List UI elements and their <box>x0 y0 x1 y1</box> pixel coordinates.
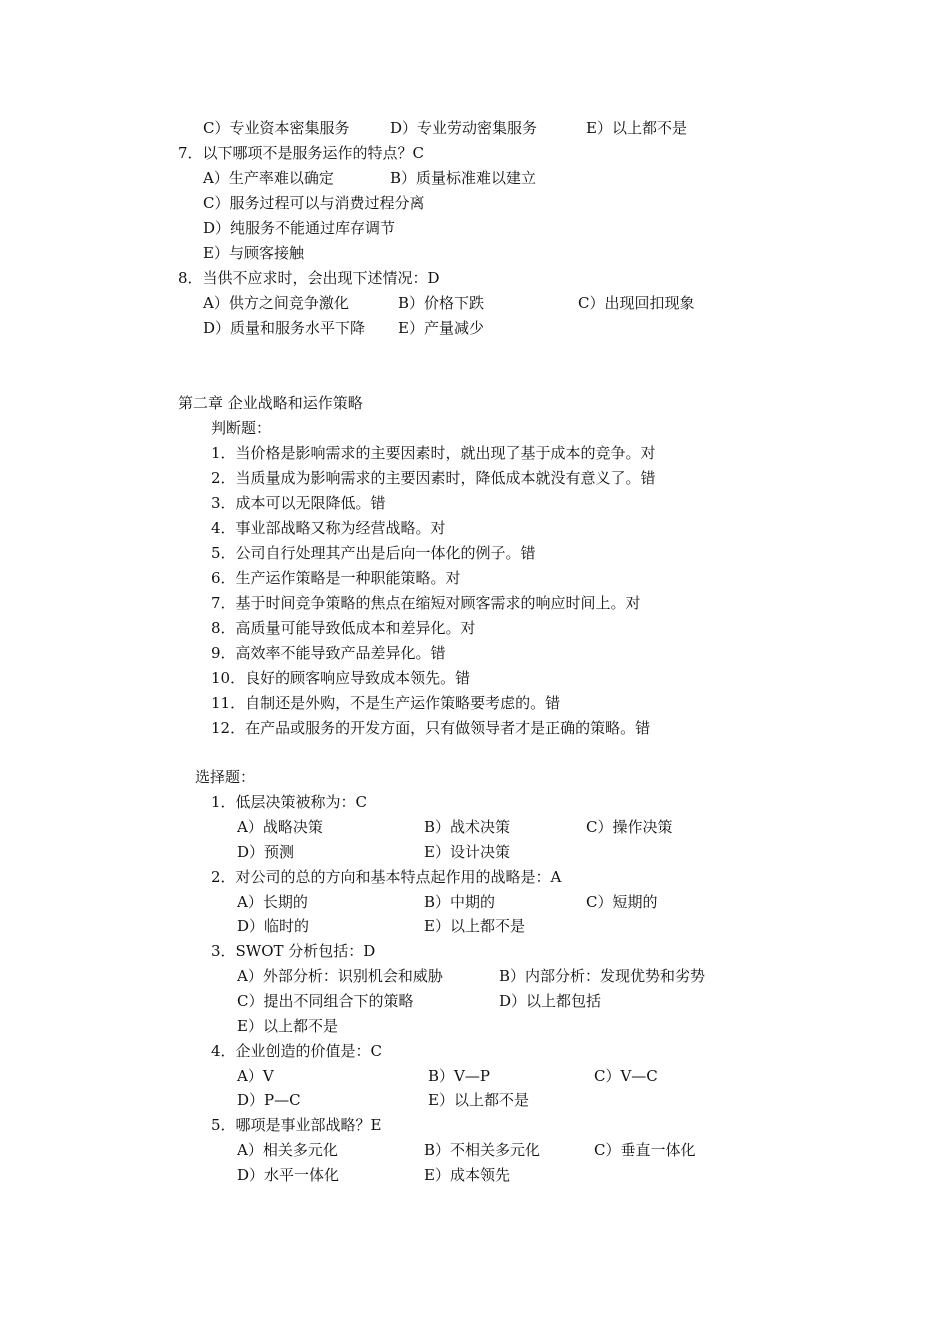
option-d: D）以上都包括 <box>499 992 602 1010</box>
option-a: A）供方之间竞争激化 <box>203 294 349 312</box>
question-stem: 7．以下哪项不是服务运作的特点？C <box>178 144 425 162</box>
question-stem: 2．对公司的总的方向和基本特点起作用的战略是：A <box>211 868 562 886</box>
judge-item: 8．高质量可能导致低成本和差异化。对 <box>211 619 476 637</box>
option-c: C）V—C <box>594 1067 658 1085</box>
option-c: C）出现回扣现象 <box>578 294 695 312</box>
question-stem: 3．SWOT 分析包括：D <box>211 942 376 960</box>
judge-item: 9．高效率不能导致产品差异化。错 <box>211 644 446 662</box>
judge-item: 7．基于时间竞争策略的焦点在缩短对顾客需求的响应时间上。对 <box>211 594 641 612</box>
option-c: C）操作决策 <box>586 818 673 836</box>
option-d: D）P—C <box>237 1091 301 1109</box>
option-b: B）内部分析：发现优势和劣势 <box>499 967 706 985</box>
judge-item: 2．当质量成为影响需求的主要因素时，降低成本就没有意义了。错 <box>211 469 656 487</box>
option-b: B）V—P <box>428 1067 490 1085</box>
judge-item: 10．良好的顾客响应导致成本领先。错 <box>211 669 471 687</box>
option-b: B）战术决策 <box>424 818 511 836</box>
chapter-title: 第二章 企业战略和运作策略 <box>178 394 363 412</box>
judge-heading: 判断题： <box>211 419 272 437</box>
option-d: D）质量和服务水平下降 <box>203 319 366 337</box>
judge-item: 12．在产品或服务的开发方面，只有做领导者才是正确的策略。错 <box>211 719 651 737</box>
question-stem: 4．企业创造的价值是：C <box>211 1042 383 1060</box>
option-c: C）提出不同组合下的策略 <box>237 992 414 1010</box>
choice-heading: 选择题： <box>195 768 256 786</box>
q6-option-c: C）专业资本密集服务 <box>203 119 350 137</box>
question-stem: 8．当供不应求时，会出现下述情况：D <box>178 269 440 287</box>
option-a: A）生产率难以确定 <box>203 169 334 187</box>
judge-item: 6．生产运作策略是一种职能策略。对 <box>211 569 461 587</box>
option-a: A）相关多元化 <box>237 1141 338 1159</box>
option-c: C）垂直一体化 <box>594 1141 696 1159</box>
q6-option-e: E）以上都不是 <box>586 119 687 137</box>
option-d: D）纯服务不能通过库存调节 <box>203 219 396 237</box>
option-b: B）不相关多元化 <box>424 1141 541 1159</box>
option-a: A）外部分析：识别机会和威胁 <box>237 967 443 985</box>
option-e: E）以上都不是 <box>428 1091 529 1109</box>
q6-option-d: D）专业劳动密集服务 <box>390 119 538 137</box>
option-e: E）与顾客接触 <box>203 244 304 262</box>
judge-item: 1．当价格是影响需求的主要因素时，就出现了基于成本的竞争。对 <box>211 444 656 462</box>
judge-item: 5．公司自行处理其产出是后向一体化的例子。错 <box>211 544 536 562</box>
option-e: E）以上都不是 <box>424 917 525 935</box>
option-c: C）短期的 <box>586 893 658 911</box>
option-d: D）预测 <box>237 843 295 861</box>
option-e: E）以上都不是 <box>237 1017 338 1035</box>
question-stem: 1．低层决策被称为：C <box>211 793 368 811</box>
judge-item: 3．成本可以无限降低。错 <box>211 494 386 512</box>
option-b: B）中期的 <box>424 893 496 911</box>
option-e: E）设计决策 <box>424 843 510 861</box>
option-d: D）水平一体化 <box>237 1166 340 1184</box>
question-stem: 5．哪项是事业部战略？E <box>211 1116 382 1134</box>
judge-item: 4．事业部战略又称为经营战略。对 <box>211 519 446 537</box>
option-c: C）服务过程可以与消费过程分离 <box>203 194 425 212</box>
option-b: B）价格下跌 <box>398 294 485 312</box>
option-a: A）长期的 <box>237 893 308 911</box>
judge-item: 11．自制还是外购，不是生产运作策略要考虑的。错 <box>211 694 561 712</box>
option-a: A）V <box>237 1067 274 1085</box>
option-e: E）成本领先 <box>424 1166 510 1184</box>
option-d: D）临时的 <box>237 917 310 935</box>
option-a: A）战略决策 <box>237 818 323 836</box>
option-b: B）质量标准难以建立 <box>390 169 537 187</box>
option-e: E）产量减少 <box>398 319 484 337</box>
